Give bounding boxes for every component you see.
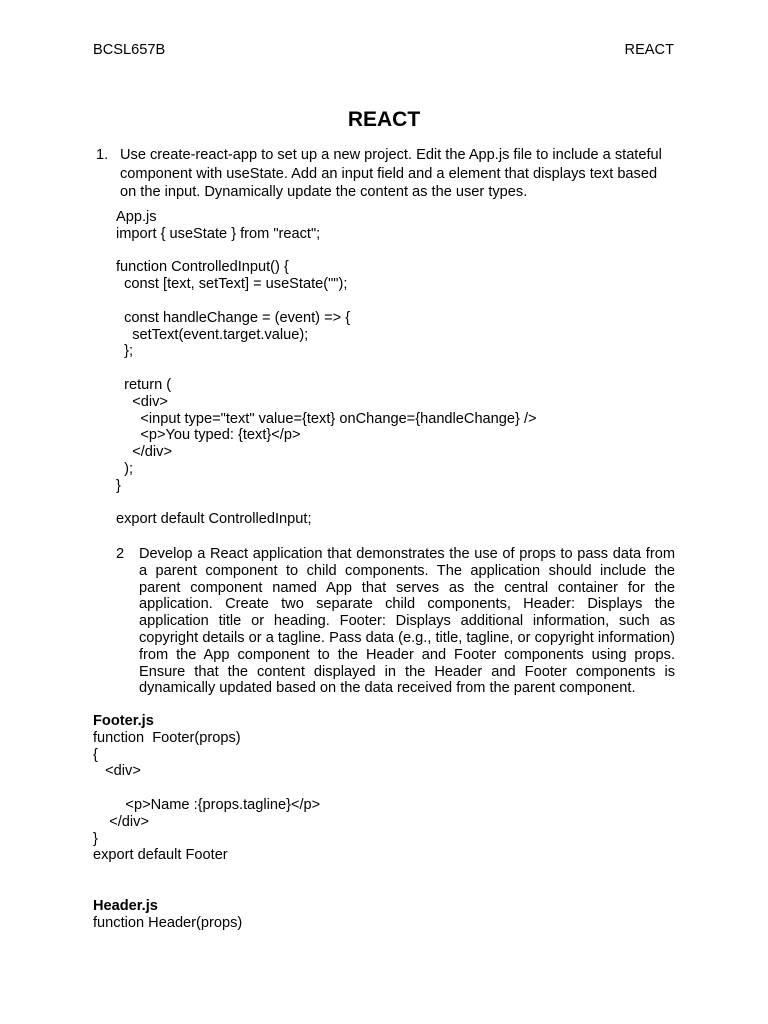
question-2-text: Develop a React application that demonstrates the use of props to pass data from a parent component to child components. The application should include the parent component named App that serves as the central container for the application. Create two separate child components, Header: Displays the application title or heading. Footer: Displays additional information, such as copyright details or a tagline. Pass data (e.g., title, tagline, or copyright information) from the App component to the Header and Footer components using props. Ensure that the content displayed in the Header and Footer components is dynamically updated based on the data received from the parent component.	[139, 546, 675, 697]
header-js-section	[93, 898, 242, 932]
footer-js-code: function Footer(props) { <div> <p>Name :{props.tagline}</p> </div> } export default Footer	[93, 729, 321, 864]
running-header-course-code: BCSL657B	[93, 42, 166, 58]
header-js-heading: Header.js	[93, 898, 158, 914]
footer-js-heading: Footer.js	[93, 713, 154, 729]
page-title: REACT	[347, 108, 421, 131]
running-header-subject: REACT	[624, 42, 674, 58]
footer-js-section	[93, 713, 320, 864]
question-1	[93, 146, 675, 202]
header-js-code: function Header(props)	[93, 914, 243, 931]
question-1-number: 1.	[96, 147, 109, 163]
question-2-number: 2	[116, 546, 125, 562]
question-2	[116, 546, 675, 697]
question-1-text: Use create-react-app to set up a new project. Edit the App.js file to include a stateful component with useState. Add an input field and a element that displays text based on the input. Dynamically update the content as the user types.	[120, 147, 662, 200]
appjs-code-block: App.js import { useState } from "react"; function ControlledInput() { const [text, setText] = useState(""); const handleChange = (event) => { setText(event.target.value); }; return ( <div> <input type="text" value={text} onChange={handleChange} /> <p>You typed: {text}</p> </div> ); } export default ControlledInput;	[116, 209, 537, 528]
